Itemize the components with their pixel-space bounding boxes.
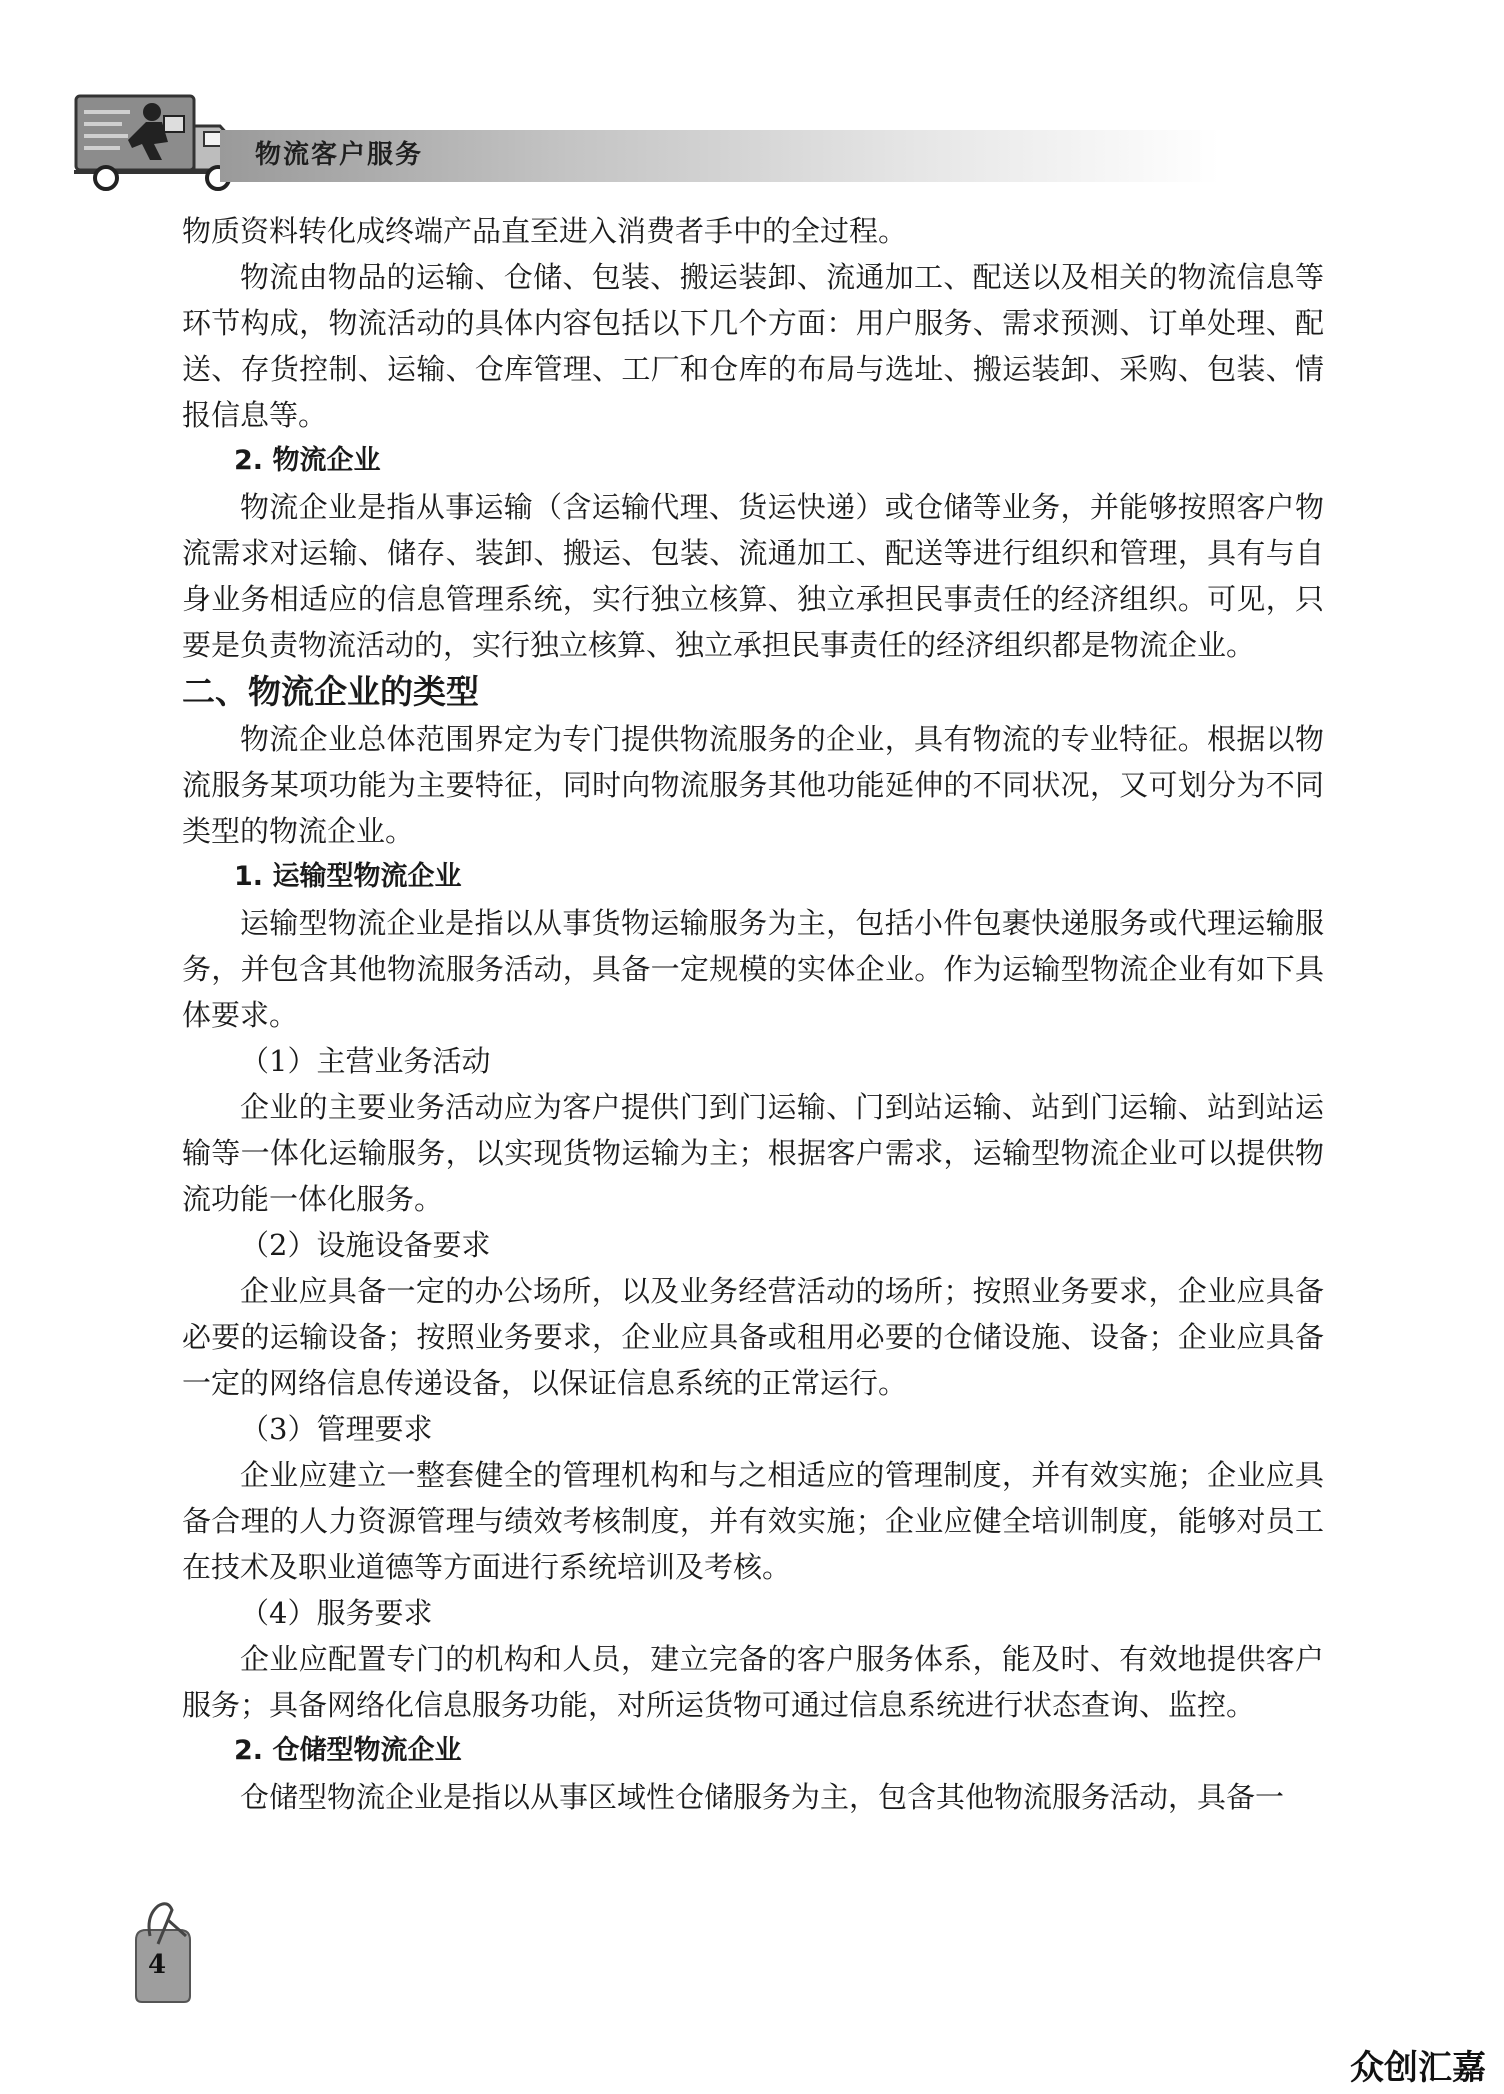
paragraph: 物质资料转化成终端产品直至进入消费者手中的全过程。 [182,214,908,248]
header-title: 物流客户服务 [255,140,424,170]
paragraph: 企业应建立一整套健全的管理机构和与之相适应的管理制度，并有效实施；企业应具备合理的人力资源管理与绩效考核制度，并有效实施；企业应健全培训制度，能够对员工在技术及职业道德等方面进行系统培训及考核。 [182,1458,1324,1584]
paragraph: 物流由物品的运输、仓储、包装、搬运装卸、流通加工、配送以及相关的物流信息等环节构成，物流活动的具体内容包括以下几个方面：用户服务、需求预测、订单处理、配送、存货控制、运输、仓库管理、工厂和仓库的布局与选址、搬运装卸、采购、包装、情报信息等。 [182,260,1324,432]
running-header [70,92,1320,192]
section-heading: 二、物流企业的类型 [182,672,479,711]
watermark: 众创汇嘉 [1350,2048,1486,2088]
paragraph: 运输型物流企业是指以从事货物运输服务为主，包括小件包裹快递服务或代理运输服务，并包含其他物流服务活动，具备一定规模的实体企业。作为运输型物流企业有如下具体要求。 [182,906,1324,1032]
subheading: 2. 仓储型物流企业 [234,1735,462,1766]
paragraph: 物流企业总体范围界定为专门提供物流服务的企业，具有物流的专业特征。根据以物流服务某项功能为主要特征，同时向物流服务其他功能延伸的不同状况，又可划分为不同类型的物流企业。 [182,722,1324,848]
paragraph: 企业的主要业务活动应为客户提供门到门运输、门到站运输、站到门运输、站到站运输等一体化运输服务，以实现货物运输为主；根据客户需求，运输型物流企业可以提供物流功能一体化服务。 [182,1090,1324,1216]
subheading: 2. 物流企业 [234,445,381,476]
paragraph: 仓储型物流企业是指以从事区域性仓储服务为主，包含其他物流服务活动，具备一 [240,1780,1285,1814]
minor-heading: （1）主营业务活动 [240,1044,491,1078]
paragraph: 企业应具备一定的办公场所，以及业务经营活动的场所；按照业务要求，企业应具备必要的运输设备；按照业务要求，企业应具备或租用必要的仓储设施、设备；企业应具备一定的网络信息传递设备，以保证信息系统的正常运行。 [182,1274,1324,1400]
page-number: 4 [148,1950,167,1980]
subheading: 1. 运输型物流企业 [234,861,462,892]
minor-heading: （4）服务要求 [240,1596,433,1630]
paragraph: 物流企业是指从事运输（含运输代理、货运快递）或仓储等业务，并能够按照客户物流需求对运输、储存、装卸、搬运、包装、流通加工、配送等进行组织和管理，具有与自身业务相适应的信息管理系统，实行独立核算、独立承担民事责任的经济组织。可见，只要是负责物流活动的，实行独立核算、独立承担民事责任的经济组织都是物流企业。 [182,490,1324,662]
page-body [182,208,1324,1820]
minor-heading: （2）设施设备要求 [240,1228,491,1262]
paragraph: 企业应配置专门的机构和人员，建立完备的客户服务体系，能及时、有效地提供客户服务；具备网络化信息服务功能，对所运货物可通过信息系统进行状态查询、监控。 [182,1642,1324,1722]
minor-heading: （3）管理要求 [240,1412,433,1446]
